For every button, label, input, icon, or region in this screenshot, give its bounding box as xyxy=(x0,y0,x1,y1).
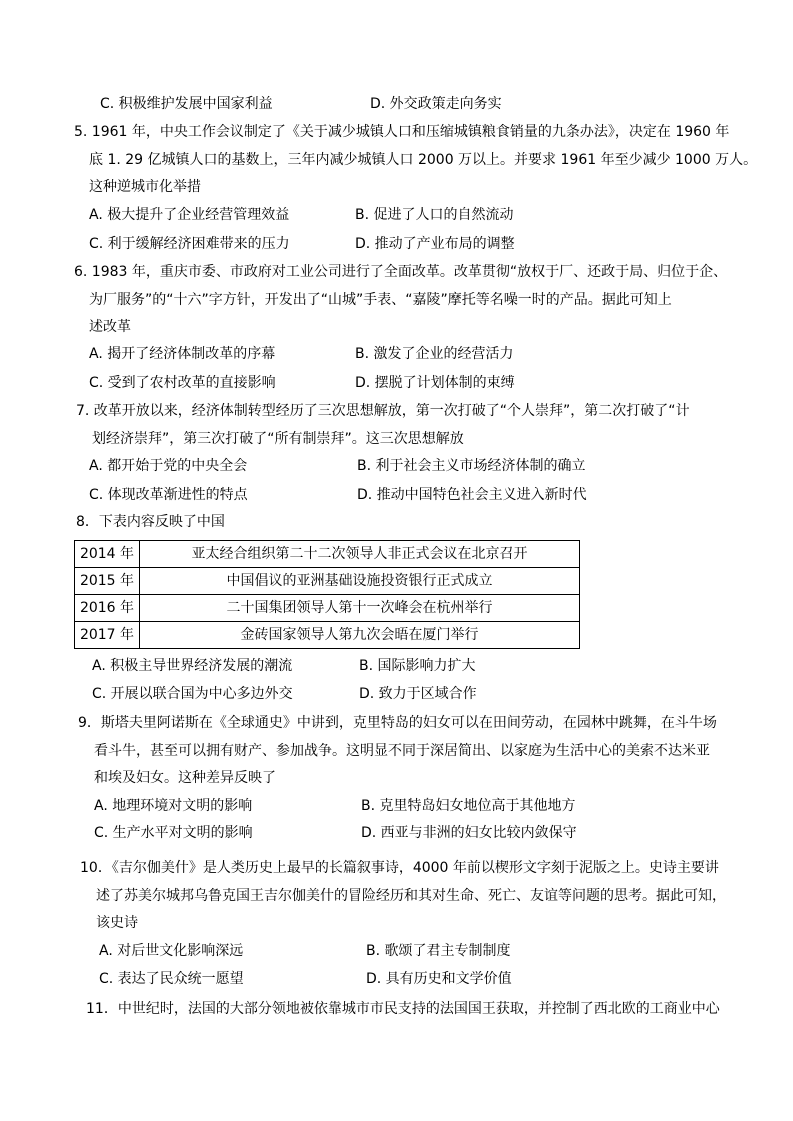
q6-stem-line-1: 6. 1983 年，重庆市委、市政府对工业公司进行了全面改革。改革贯彻“放权于厂、还政于局、归位于企、 xyxy=(74,264,728,280)
table-year-cell: 2015 年 xyxy=(75,568,140,595)
q8-option-b: B. 国际影响力扩大 xyxy=(359,658,476,674)
q8-table xyxy=(74,540,580,649)
q4-option-d: D. 外交政策走向务实 xyxy=(370,96,502,112)
q8-stem: 8．下表内容反映了中国 xyxy=(76,514,225,530)
table-event-cell: 中国倡议的亚洲基础设施投资银行正式成立 xyxy=(140,568,580,595)
q7-stem-line-1: 7. 改革开放以来，经济体制转型经历了三次思想解放，第一次打破了“个人崇拜”，第二次打破了“计 xyxy=(76,403,690,419)
q5-stem-line-3: 这种逆城市化举措 xyxy=(89,179,201,195)
q6-option-c: C. 受到了农村改革的直接影响 xyxy=(89,375,276,391)
q6-stem-line-3: 述改革 xyxy=(89,319,131,335)
q6-stem-line-2: 为厂服务”的“十六”字方针，开发出了“山城”手表、“嘉陵”摩托等名噪一时的产品。据此可知上 xyxy=(89,292,672,308)
table-year-cell: 2014 年 xyxy=(75,541,140,568)
q10-option-c: C. 表达了民众统一愿望 xyxy=(99,971,244,987)
q7-option-a: A. 都开始于党的中央全会 xyxy=(89,458,248,474)
q6-option-a: A. 揭开了经济体制改革的序幕 xyxy=(89,346,276,362)
q7-option-c: C. 体现改革渐进性的特点 xyxy=(89,487,248,503)
q10-stem-line-3: 该史诗 xyxy=(96,915,138,931)
q6-option-b: B. 激发了企业的经营活力 xyxy=(355,346,514,362)
q9-option-b: B. 克里特岛妇女地位高于其他地方 xyxy=(361,798,576,814)
q5-stem-line-1: 5. 1961 年，中央工作会议制定了《关于减少城镇人口和压缩城镇粮食销量的九条办法》，决定在 1960 年 xyxy=(74,124,730,140)
q9-stem-line-1: 9．斯塔夫里阿诺斯在《全球通史》中讲到，克里特岛的妇女可以在田间劳动，在园林中跳舞，在斗牛场 xyxy=(78,715,717,731)
q10-option-b: B. 歌颂了君主专制制度 xyxy=(366,943,511,959)
q8-option-a: A. 积极主导世界经济发展的潮流 xyxy=(92,658,293,674)
table-row xyxy=(75,622,580,649)
q10-stem-line-2: 述了苏美尔城邦乌鲁克国王吉尔伽美什的冒险经历和其对生命、死亡、友谊等问题的思考。据此可知， xyxy=(96,888,726,904)
q9-option-a: A. 地理环境对文明的影响 xyxy=(94,798,253,814)
q5-option-c: C. 利于缓解经济困难带来的压力 xyxy=(89,236,290,252)
table-event-cell: 金砖国家领导人第九次会晤在厦门举行 xyxy=(140,622,580,649)
q9-option-c: C. 生产水平对文明的影响 xyxy=(94,825,253,841)
table-row xyxy=(75,568,580,595)
table-event-cell: 亚太经合组织第二十二次领导人非正式会议在北京召开 xyxy=(140,541,580,568)
table-row xyxy=(75,541,580,568)
q10-stem-line-1: 10．《吉尔伽美什》是人类历史上最早的长篇叙事诗，4000 年前以楔形文字刻于泥版之上。史诗主要讲 xyxy=(80,860,719,876)
table-year-cell: 2017 年 xyxy=(75,622,140,649)
q6-option-d: D. 摆脱了计划体制的束缚 xyxy=(355,375,515,391)
table-event-cell: 二十国集团领导人第十一次峰会在杭州举行 xyxy=(140,595,580,622)
q9-stem-line-3: 和埃及妇女。这种差异反映了 xyxy=(94,770,276,786)
q5-option-b: B. 促进了人口的自然流动 xyxy=(355,207,514,223)
q10-option-a: A. 对后世文化影响深远 xyxy=(99,943,244,959)
q8-option-c: C. 开展以联合国为中心多边外交 xyxy=(92,686,293,702)
q7-option-d: D. 推动中国特色社会主义进入新时代 xyxy=(357,487,587,503)
q5-option-d: D. 推动了产业布局的调整 xyxy=(355,236,515,252)
table-row xyxy=(75,595,580,622)
q10-option-d: D. 具有历史和文学价值 xyxy=(366,971,512,987)
q5-stem-line-2: 底 1. 29 亿城镇人口的基数上，三年内减少城镇人口 2000 万以上。并要求 1961 年至少减少 1000 万人。 xyxy=(89,152,758,168)
q11-stem-line-1: 11．中世纪时，法国的大部分领地被依靠城市市民支持的法国国王获取，并控制了西北欧的工商业中心 xyxy=(86,1001,720,1017)
q9-option-d: D. 西亚与非洲的妇女比较内敛保守 xyxy=(361,825,577,841)
q7-option-b: B. 利于社会主义市场经济体制的确立 xyxy=(357,458,586,474)
q8-option-d: D. 致力于区域合作 xyxy=(359,686,477,702)
q9-stem-line-2: 看斗牛，甚至可以拥有财产、参加战争。这明显不同于深居简出、以家庭为生活中心的美索不达米亚 xyxy=(94,743,710,759)
q5-option-a: A. 极大提升了企业经营管理效益 xyxy=(89,207,290,223)
q4-option-c: C. 积极维护发展中国家利益 xyxy=(100,96,273,112)
q7-stem-line-2: 划经济崇拜”，第三次打破了“所有制崇拜”。这三次思想解放 xyxy=(92,431,464,447)
table-year-cell: 2016 年 xyxy=(75,595,140,622)
